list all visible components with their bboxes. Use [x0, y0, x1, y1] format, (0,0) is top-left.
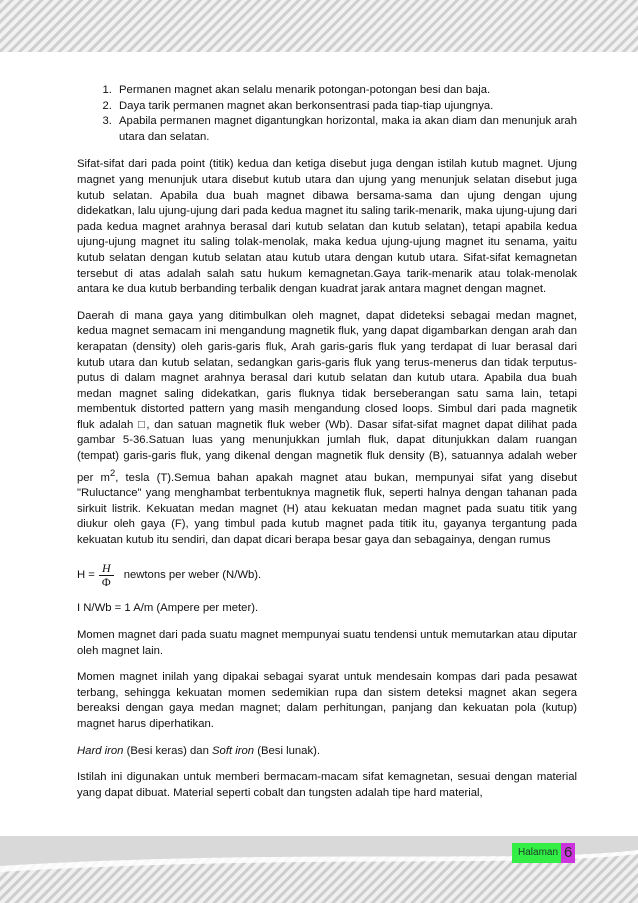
paragraph-magnet-moment: Momen magnet dari pada suatu magnet mempunyai suatu tendensi untuk memutarkan atau diputar oleh magnet lain.	[77, 628, 577, 657]
document-body	[77, 83, 577, 812]
list-item: 3. Apabila permanen magnet digantungkan horizontal, maka ia akan diam dan menunjuk arah utara dan selatan.	[115, 114, 577, 145]
paragraph-unit-conversion: I N/Wb = 1 A/m (Ampere per meter).	[77, 602, 259, 615]
formula-unit: newtons per weber (N/Wb).	[123, 569, 262, 582]
paragraph-magnet-poles: Sifat-sifat dari pada point (titik) kedua dan ketiga disebut juga dengan istilah kutub magnet. Ujung magnet yang menunjuk utara disebut kutub utara dan ujung yang menunjuk selatan disebut juga kutub selatan. Apabila dua buah magnet dibawa bersama-sama dan ujung dengan ujung didekatkan, lalu ujung-ujung dari pada kedua magnet itu saling tarik-menarik, maka ujung-ujung dari pada kedua magnet arahnya berasal dari kutub selatan dan kutub selatan), tetapi apabila kedua ujung-ujung magnet itu saling tolak-menolak, maka kedua ujung-ujung magnet itu senama, yaitu kutub selatan dengan kutub selatan atau kutub utara dengan kutub utara. Sifat-sifat kemagnetan tersebut di atas adalah salah satu hukum kemagnetan.Gaya tarik-menarik atau tolak-menolak antara ke dua kutub berbanding terbalik dengan kuadrat jarak antara magnet dengan magnet.	[77, 158, 577, 296]
paragraph-text: Daerah di mana gaya yang ditimbulkan oleh magnet, dapat dideteksi sebagai medan magnet, kedua magnet semacam ini mengandung magnetik fluk, yang dapat digambarkan dengan arah dan kerapatan (density) oleh garis-garis fluk, Arah garis-garis fluk yang terdapat di luar berasal dari kutub utara dan kutub selatan, sedangkan garis-garis fluk yang terus-menerus dan tidak terputus-putus di dalam magnet arahnya berasal dari kutub selatan dan kutub utara. Apabila dua buah medan magnet saling didekatkan, garis fluknya tidak berseberangan satu sama lain, tetapi membentuk distorted pattern yang masih mengandung closed loops. Simbul dari pada magnetik fluk adalah □, dan satuan magnetik fluk weber (Wb). Dasar sifat-sifat magnet dapat dilihat pada gambar 5-36.Satuan luas yang menunjukkan jumlah fluk, dapat ditunjukkan dalam ruangan (tempat) garis-garis fluk, yang dikenal dengan magnetik fluk density (B), satuannya adalah weber per m	[77, 309, 577, 484]
formula-lhs: H =	[77, 569, 95, 582]
paragraph-magnetic-field	[77, 309, 577, 549]
list-item: 2. Daya tarik permanen magnet akan berkonsentrasi pada tiap-tiap ujungnya.	[115, 99, 577, 115]
page-number: 6	[561, 843, 575, 863]
paragraph-text: (Besi keras) dan	[123, 744, 212, 757]
header-decoration	[0, 0, 638, 58]
paragraph-material-types: Istilah ini digunakan untuk memberi bermacam-macam sifat kemagnetan, sesuai dengan material yang dapat dibuat. Material seperti cobalt dan tungsten adalah tipe hard material,	[77, 771, 577, 799]
list-item: 1. Permanen magnet akan selalu menarik potongan-potongan besi dan baja.	[115, 83, 577, 99]
page-number-badge	[512, 843, 575, 863]
paragraph-compass-design: Momen magnet inilah yang dipakai sebagai syarat untuk mendesain kompas dari pada pesawat terbang, sehingga kekuatan momen sedemikian rupa dan sistem deteksi magnet akan segera bereaksi dengan gaya medan magnet; dalam perhitungan, panjang dan kekuatan pola (kutup) magnet harus diperhatikan.	[77, 671, 577, 730]
formula-denominator: Φ	[101, 575, 111, 590]
paragraph-text: , tesla (T).Semua bahan apakah magnet atau bukan, mempunyai sifat yang disebut "Ruluctance" yang menghambat terbentuknya magnetik fluk, seperti halnya dengan tahanan pada sirkuit listrik. Kekuatan medan magnet (H) atau kekuatan medan magnet pada suatu titik yang diukur oleh gaya (F), yang timbul pada kutub magnet pada titik itu, gayanya tergantung pada kekuatan kutub itu sendiri, dan dapat dicari berapa besar gaya dan sebagainya, dengan rumus	[77, 471, 577, 546]
formula	[77, 562, 577, 589]
property-list	[77, 83, 577, 145]
term-soft-iron: Soft iron	[212, 744, 255, 757]
formula-numerator: H	[99, 562, 114, 576]
paragraph-hard-soft-iron	[77, 744, 577, 760]
term-hard-iron: Hard iron	[77, 744, 124, 757]
formula-fraction	[99, 562, 114, 589]
superscript: 2	[109, 466, 116, 478]
paragraph-text: (Besi lunak).	[254, 744, 321, 757]
page-label: Halaman	[512, 843, 561, 863]
